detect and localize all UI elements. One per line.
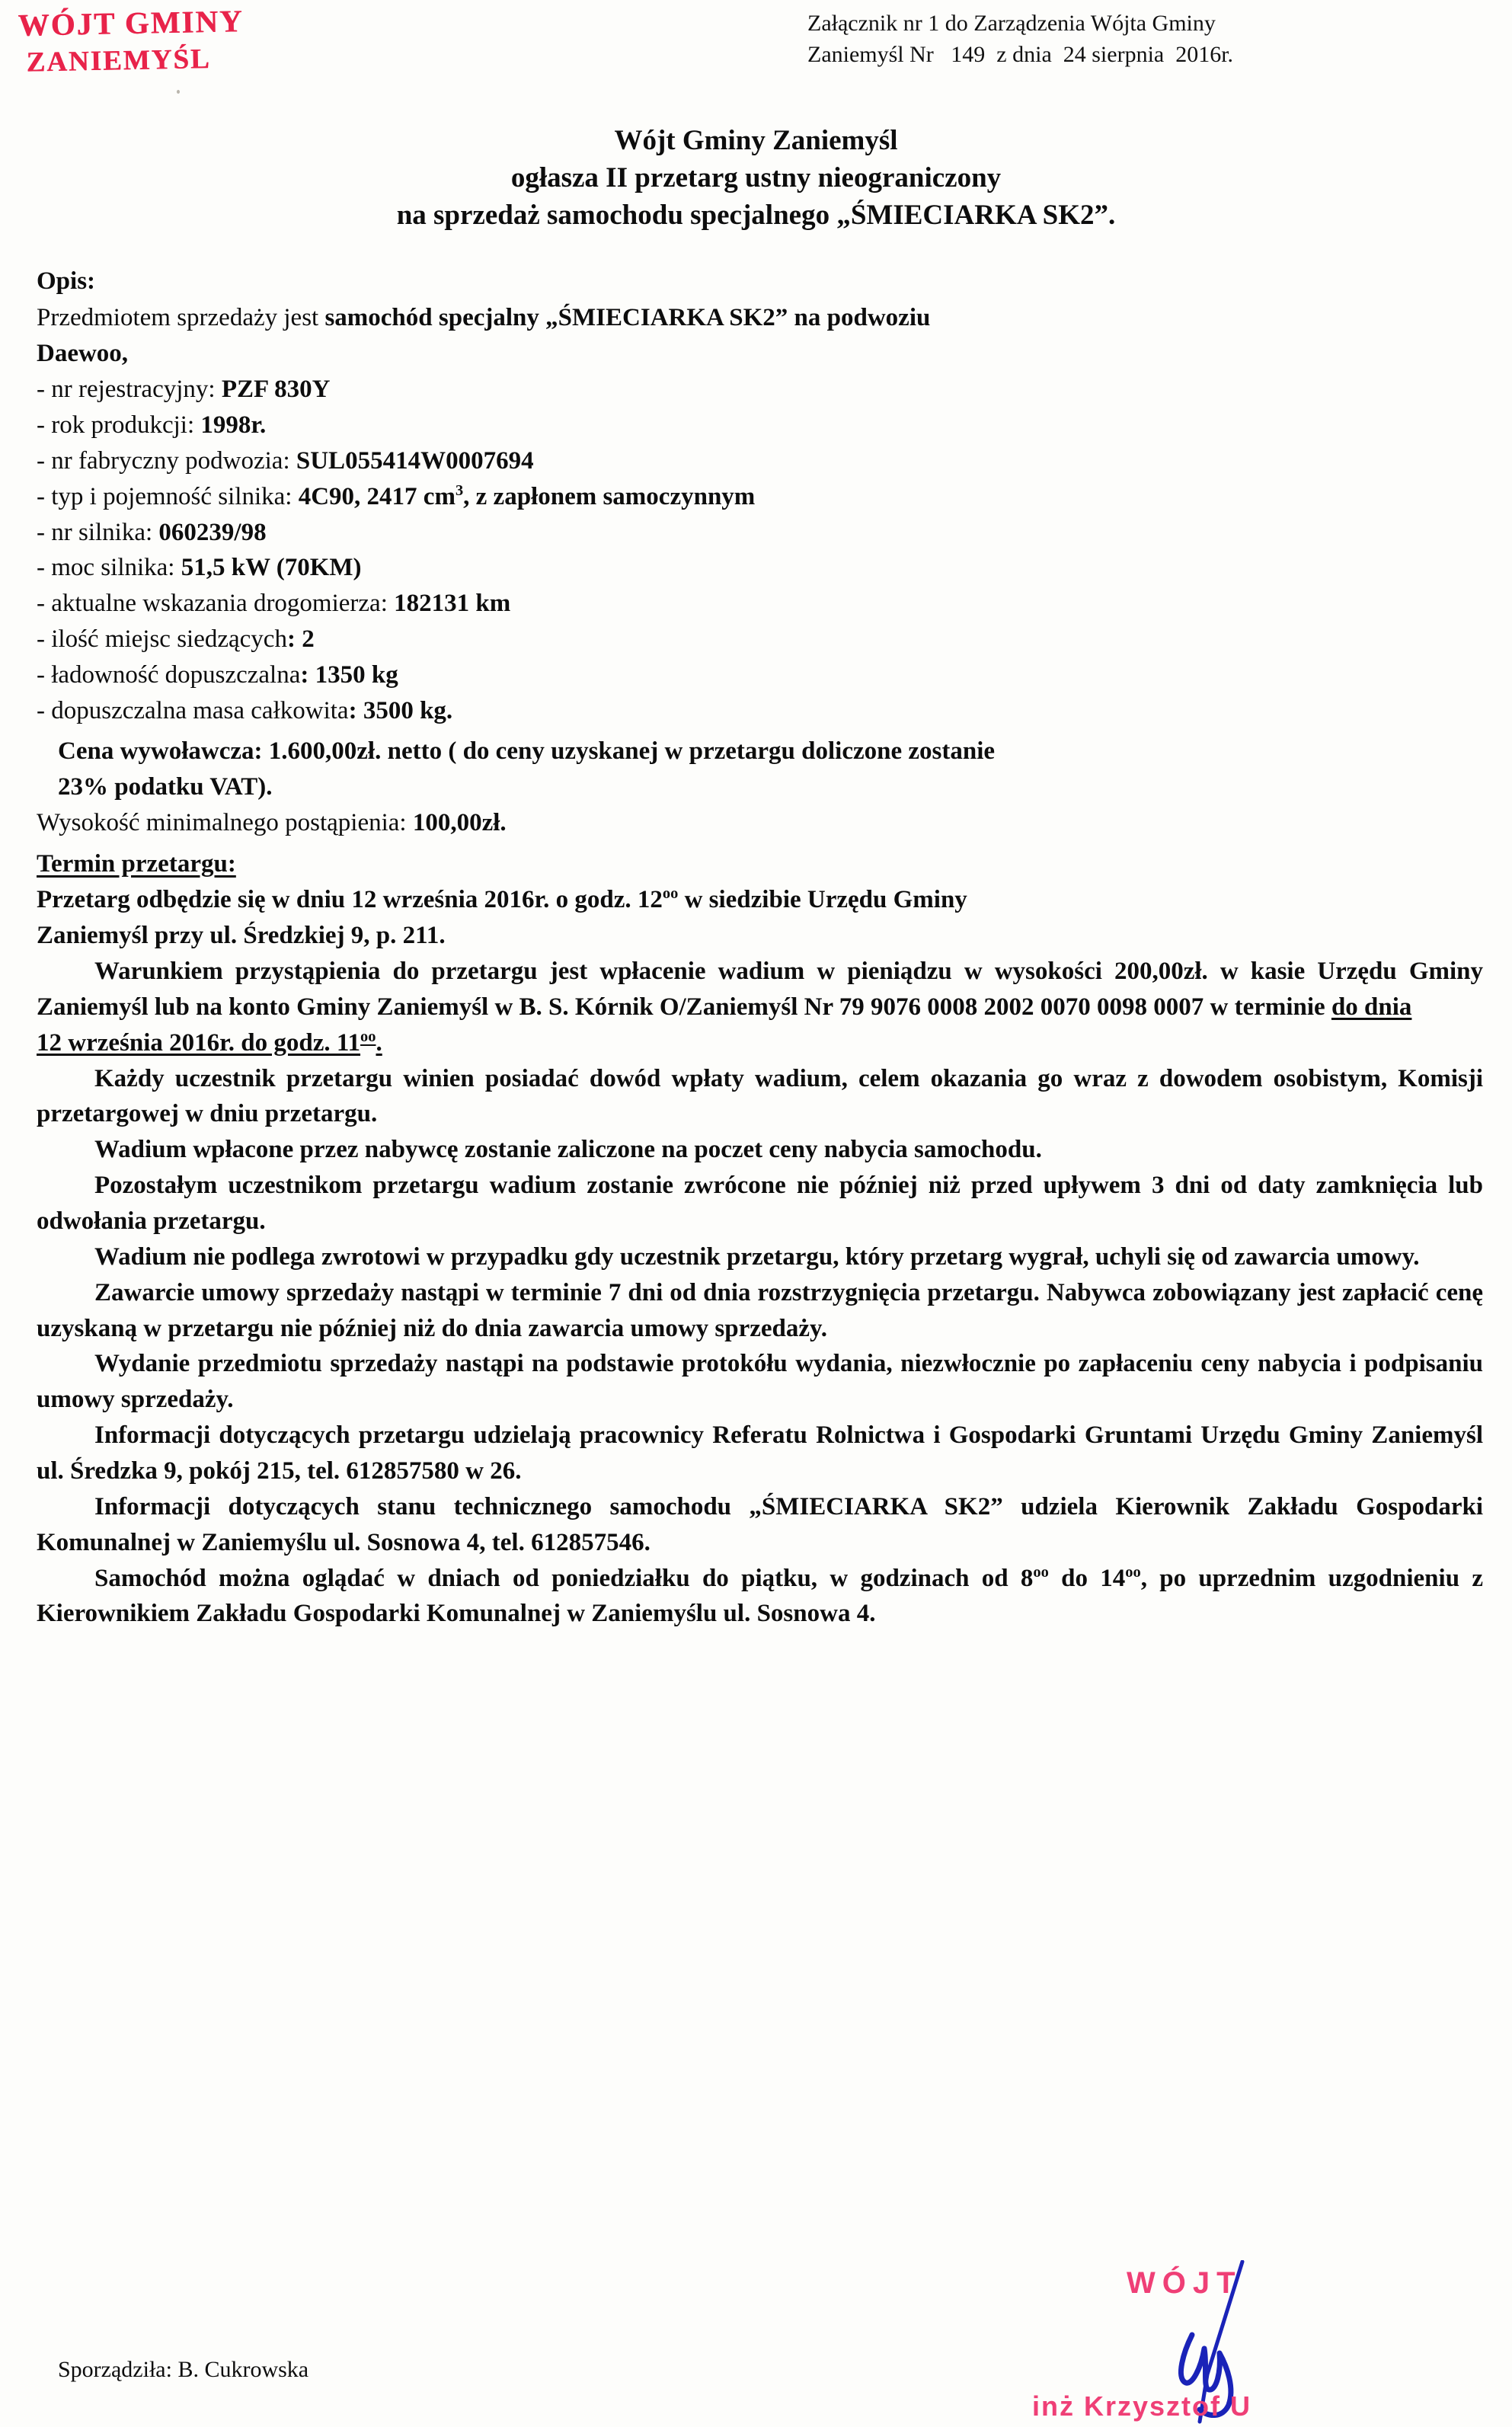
- document-body: [0, 264, 1512, 1632]
- prepared-by: Sporządziła: B. Cukrowska: [58, 2357, 309, 2382]
- spec-label: - nr rejestracyjny:: [37, 376, 222, 404]
- spec-label: - nr silnika:: [37, 518, 159, 546]
- auction-term-venue-prefix: w siedzibie Urzędu Gminy: [678, 886, 967, 914]
- deposit-deadline-date: 12 września 2016r. do godz. 11: [37, 1028, 361, 1057]
- min-increment-value: 100,00zł.: [412, 808, 507, 836]
- viewing-hours-middle: do 14: [1048, 1564, 1126, 1592]
- description-lead: [37, 300, 1483, 336]
- spec-row-payload: [37, 657, 1483, 693]
- spec-label: - typ i pojemność silnika:: [37, 482, 299, 510]
- spec-value: 1998r.: [200, 411, 267, 440]
- auction-term-block: [37, 840, 1483, 954]
- document-footer: [0, 2252, 1512, 2427]
- spec-value: : 3500 kg.: [348, 696, 453, 724]
- annex-reference-line-2: Zaniemyśl Nr 149 z dnia 24 sierpnia 2016r.: [807, 42, 1234, 68]
- signature-stamp: [1002, 2260, 1428, 2424]
- description-label: Opis:: [37, 267, 96, 295]
- spec-label: - ładowność dopuszczalna: [37, 661, 301, 689]
- deposit-text: Warunkiem przystąpienia do przetargu jest wpłacenie wadium w pieniądzu w wysokości 200,00zł. w kasie Urzędu Gminy Zaniemyśl lub na konto Gminy Zaniemyśl w B. S. Kórnik O/Zaniemyśl Nr 79 9076 0008 2002 0070 0098 0007 w terminie: [37, 957, 1483, 1021]
- paragraph-auction-contact: Informacji dotyczących przetargu udzielają pracownicy Referatu Rolnictwa i Gospodarki Gruntami Urzędu Gminy Zaniemyśl ul. Średzka 9, pokój 215, tel. 612857580 w 26.: [37, 1421, 1483, 1485]
- spec-label: - ilość miejsc siedzących: [37, 625, 287, 654]
- vat-line: 23% podatku VAT).: [58, 772, 273, 801]
- viewing-end-superscript: oo: [1125, 1563, 1141, 1581]
- paragraph-viewing-hours: [37, 1561, 1483, 1632]
- auction-term-line-1: [37, 882, 1483, 918]
- paragraph-technical-contact: Informacji dotyczących stanu technicznego samochodu „ŚMIECIARKA SK2” udziela Kierownik Zakładu Gospodarki Komunalnej w Zaniemyślu ul. Sosnowa 4, tel. 612857546.: [37, 1492, 1483, 1556]
- starting-price-label: Cena wywoławcza:: [58, 737, 263, 765]
- spec-row-engine-number: [37, 515, 1483, 551]
- paragraph-deposit-returned: Pozostałym uczestnikom przetargu wadium zostanie zwrócone nie później niż przed upływem 3 dni od daty zamknięcia lub odwołania przetargu.: [37, 1172, 1483, 1235]
- paragraph-proof-of-deposit: Każdy uczestnik przetargu winien posiadać dowód wpłaty wadium, celem okazania go wraz z dowodem osobistym, Komisji przetargowej w dniu przetargu.: [37, 1064, 1483, 1128]
- viewing-start-superscript: oo: [1033, 1563, 1049, 1581]
- spec-row-seats: [37, 622, 1483, 657]
- spec-value: 182131 km: [394, 590, 511, 618]
- auction-term-line-2: Zaniemyśl przy ul. Średzkiej 9, p. 211.: [37, 922, 446, 950]
- title-line-2: ogłasza II przetarg ustny nieograniczony: [510, 162, 1002, 194]
- spec-row-registration: [37, 372, 1483, 408]
- viewing-hours-suffix: , po uprzednim uzgodnieniu z Kierownikiem Zakładu Gospodarki Komunalnej w Zaniemyślu ul. Sosnowa 4.: [37, 1564, 1483, 1628]
- description-lead-prefix: Przedmiotem sprzedaży jest: [37, 304, 325, 332]
- spec-row-odometer: [37, 586, 1483, 622]
- spec-row-chassis-number: [37, 443, 1483, 479]
- spec-label: - dopuszczalna masa całkowita: [37, 696, 349, 724]
- page-title: [0, 122, 1512, 235]
- spec-row-engine-power: [37, 550, 1483, 586]
- description-chassis-make: Daewoo,: [37, 340, 129, 368]
- spec-value: : 2: [286, 625, 315, 654]
- deposit-deadline-line: [37, 1025, 1483, 1061]
- paragraph-handover: Wydanie przedmiotu sprzedaży nastąpi na podstawie protokółu wydania, niezwłocznie po zapłaceniu ceny nabycia i podpisaniu umowy sprzedaży.: [37, 1350, 1483, 1414]
- auction-term-datetime: Przetarg odbędzie się w dniu 12 września 2016r. o godz. 12: [37, 886, 663, 914]
- spec-label: - nr fabryczny podwozia:: [37, 446, 296, 475]
- starting-price-value: 1.600,00zł.: [268, 737, 382, 765]
- deposit-paragraph: [37, 954, 1483, 1025]
- spec-label: - rok produkcji:: [37, 411, 201, 440]
- auction-term-heading: Termin przetargu:: [37, 850, 236, 878]
- annex-reference: [807, 8, 1493, 71]
- spec-row-gross-weight: [37, 693, 1483, 729]
- spec-value: 4C90, 2417 cm: [298, 482, 456, 510]
- signature-stamp-title: WÓJT: [1127, 2266, 1242, 2300]
- paragraph-contract-conclusion: Zawarcie umowy sprzedaży nastąpi w terminie 7 dni od dnia rozstrzygnięcia przetargu. Nabywca zobowiązany jest zapłacić cenę uzyskaną w przetargu nie później niż do dnia zawarcia umowy sprzedaży.: [37, 1278, 1483, 1342]
- paragraph-deposit-forfeited: Wadium nie podlega zwrotowi w przypadku gdy uczestnik przetargu, który przetarg wygrał, uchyli się od zawarcia umowy.: [94, 1242, 1420, 1271]
- spec-row-engine-type: [37, 479, 1483, 515]
- viewing-hours-prefix: Samochód można oglądać w dniach od poniedziałku do piątku, w godzinach od 8: [94, 1564, 1034, 1592]
- description-lead-bold: samochód specjalny „ŚMIECIARKA SK2” na podwoziu: [324, 304, 931, 332]
- auction-term-hour-superscript: oo: [662, 885, 679, 903]
- spec-value: SUL055414W0007694: [296, 446, 534, 475]
- vehicle-spec-list: [37, 372, 1483, 729]
- annex-reference-line-1: Załącznik nr 1 do Zarządzenia Wójta Gminy: [807, 11, 1216, 36]
- office-stamp: [18, 1, 245, 81]
- office-stamp-line2: ZANIEMYŚL: [26, 43, 211, 79]
- starting-price-note: netto ( do ceny uzyskanej w przetargu doliczone zostanie: [387, 737, 996, 765]
- title-line-1: Wójt Gminy Zaniemyśl: [614, 125, 898, 156]
- spec-value-superscript: 3: [455, 481, 464, 499]
- title-line-3: na sprzedaż samochodu specjalnego „ŚMIECIARKA SK2”.: [396, 200, 1116, 232]
- min-increment-label: Wysokość minimalnego postąpienia:: [37, 808, 407, 836]
- spec-value: 060239/98: [158, 518, 267, 546]
- deposit-deadline-period: .: [376, 1028, 382, 1057]
- spec-value: 51,5 kW (70KM): [181, 554, 362, 582]
- spec-row-year: [37, 408, 1483, 443]
- min-increment-line: [37, 805, 1483, 841]
- document-header: [0, 0, 1512, 114]
- starting-price-line: [37, 734, 1483, 769]
- spec-value: : 1350 kg: [300, 661, 398, 689]
- signature-stamp-name: inż Krzysztof U: [1032, 2390, 1252, 2422]
- spec-label: - aktualne wskazania drogomierza:: [37, 590, 395, 618]
- spec-value: PZF 830Y: [221, 376, 331, 404]
- spec-label: - moc silnika:: [37, 554, 181, 582]
- deposit-deadline-prefix: do dnia: [1331, 993, 1412, 1021]
- deposit-deadline-hour-superscript: oo: [360, 1028, 376, 1045]
- scan-artifact: [177, 90, 180, 94]
- paragraph-deposit-credited: Wadium wpłacone przez nabywcę zostanie zaliczone na poczet ceny nabycia samochodu.: [94, 1136, 1042, 1164]
- spec-value-tail: , z zapłonem samoczynnym: [463, 482, 756, 510]
- price-block: [37, 734, 1483, 841]
- office-stamp-line1: WÓJT GMINY: [18, 3, 244, 43]
